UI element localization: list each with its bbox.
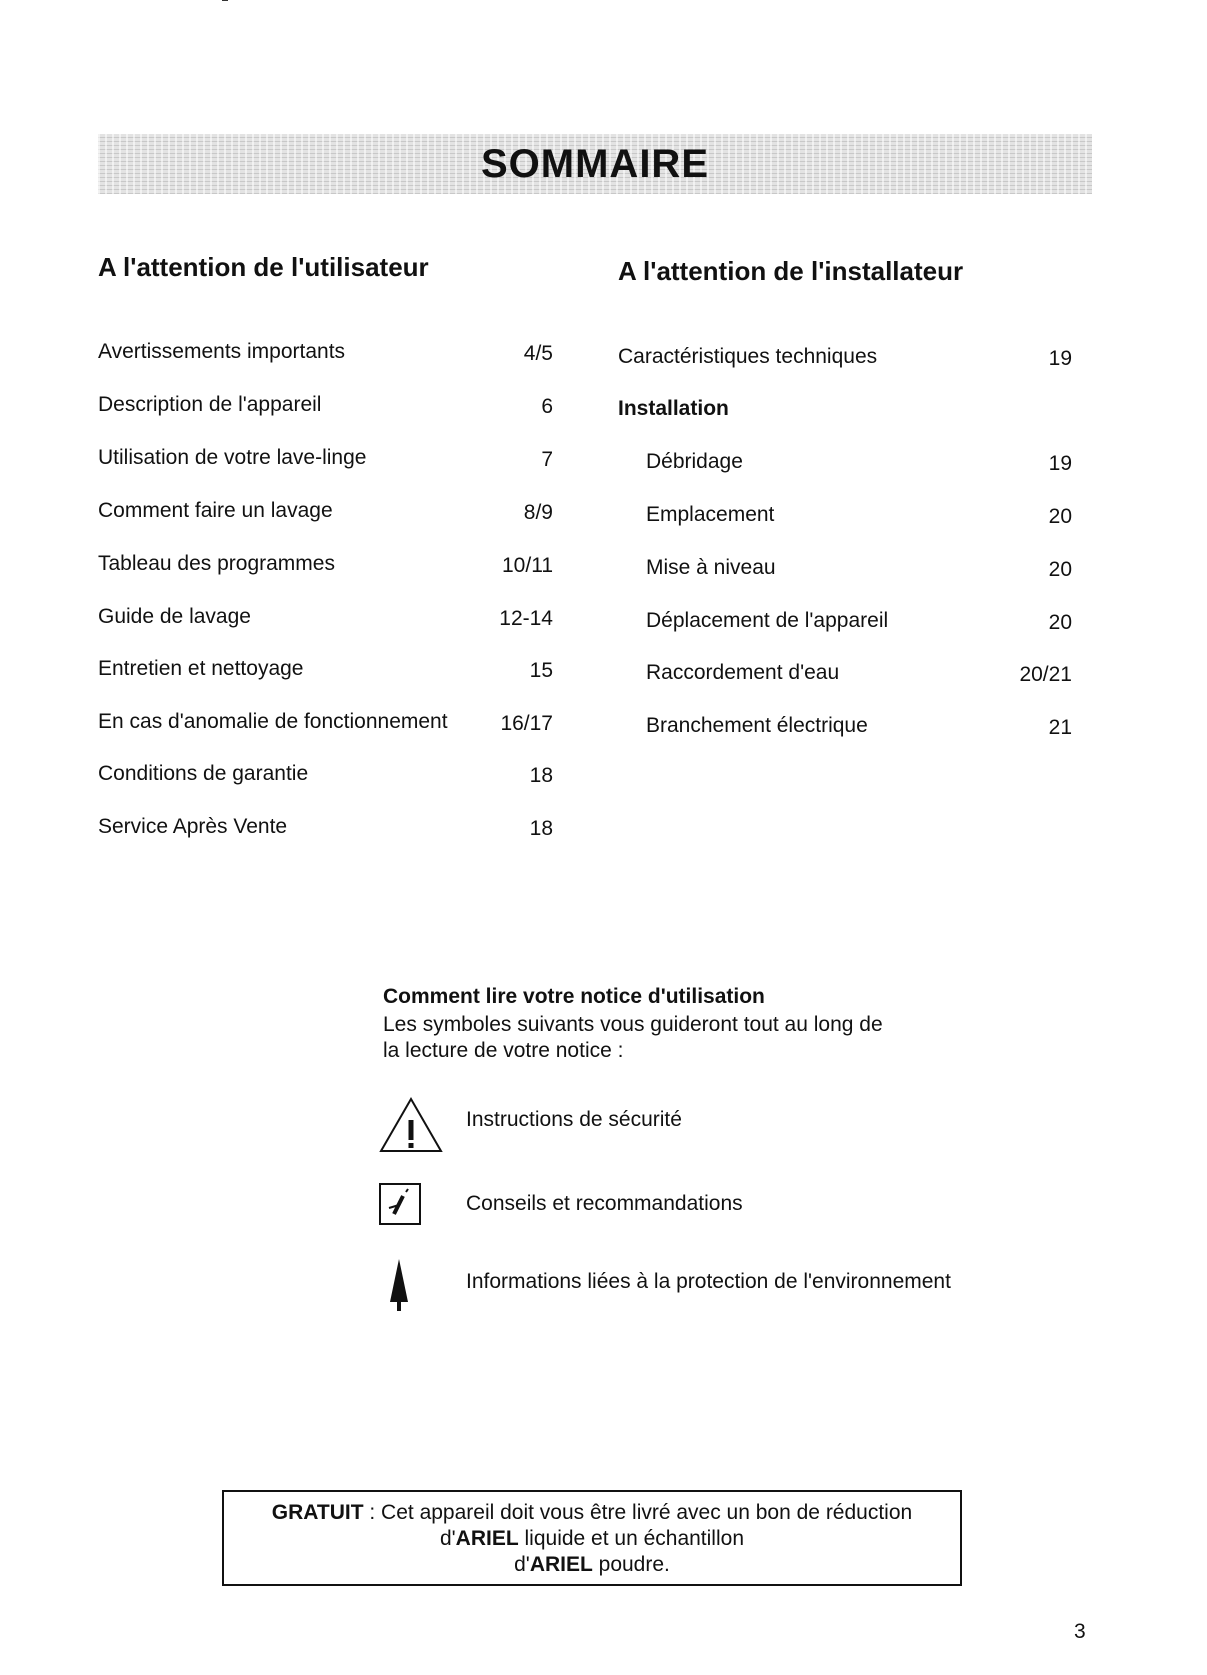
toc-entry-page: 6 [541, 395, 553, 418]
title-banner [98, 134, 1092, 194]
notice-line [224, 1552, 960, 1578]
toc-entry-label: Raccordement d'eau [646, 661, 840, 684]
toc-entry-page: 20 [1048, 558, 1072, 581]
page-title: SOMMAIRE [481, 142, 709, 186]
how-to-read-title: Comment lire votre notice d'utilisation [383, 985, 765, 1008]
free-sample-notice [222, 1490, 962, 1586]
how-to-read-line: la lecture de votre notice : [383, 1039, 624, 1062]
toc-entry-label: Utilisation de votre lave-linge [98, 446, 367, 469]
toc-entry-label: Déplacement de l'appareil [646, 609, 889, 632]
toc-entry-label: Tableau des programmes [98, 552, 335, 575]
notice-text: poudre. [592, 1553, 670, 1576]
toc-entry-page: 16/17 [500, 712, 553, 735]
how-to-read-text [383, 1012, 943, 1064]
toc-entry-label: Emplacement [646, 503, 775, 526]
toc-entry-page: 8/9 [523, 501, 553, 524]
notice-line [224, 1500, 960, 1526]
toc-entry-label: Comment faire un lavage [98, 499, 333, 522]
legend-label: Instructions de sécurité [466, 1108, 682, 1131]
notice-emphasis: GRATUIT [271, 1501, 364, 1524]
toc-entry-page: 12-14 [499, 607, 553, 630]
toc-entry-page: 18 [529, 764, 553, 787]
notice-text: d' [514, 1553, 530, 1576]
toc-entry-page: 20 [1048, 505, 1072, 528]
toc-entry-page: 21 [1048, 716, 1072, 739]
toc-entry-label: Conditions de garantie [98, 762, 309, 785]
notice-line [224, 1526, 960, 1552]
legend-label: Conseils et recommandations [466, 1192, 743, 1215]
toc-entry-page: 4/5 [523, 342, 553, 365]
toc-entry-page: 10/11 [502, 554, 553, 577]
notice-text: d' [439, 1527, 456, 1550]
user-section-heading: A l'attention de l'utilisateur [98, 252, 429, 282]
toc-entry-label: Mise à niveau [646, 556, 776, 579]
toc-entry-label: En cas d'anomalie de fonctionnement [98, 710, 448, 733]
toc-entry-page: 20/21 [1019, 663, 1072, 686]
toc-entry-label: Caractéristiques techniques [618, 345, 878, 368]
toc-entry-label: Débridage [646, 450, 743, 473]
toc-entry-label: Service Après Vente [98, 815, 288, 838]
legend-label: Informations liées à la protection de l'environnement [466, 1270, 951, 1293]
toc-entry-page: 7 [541, 448, 553, 471]
toc-entry-label: Avertissements importants [98, 340, 346, 363]
toc-entry-page: 18 [529, 817, 553, 840]
tree-icon [388, 1258, 410, 1317]
brand-name: ARIEL [455, 1527, 519, 1550]
brand-name: ARIEL [529, 1553, 593, 1576]
toc-entry-label: Branchement électrique [646, 714, 868, 737]
toc-entry-label: Guide de lavage [98, 605, 251, 628]
advice-pencil-icon [378, 1182, 422, 1231]
toc-entry-label: Entretien et nettoyage [98, 657, 304, 680]
how-to-read-line: Les symboles suivants vous guideront tout au long de [383, 1013, 883, 1036]
notice-text: liquide et un échantillon [518, 1527, 745, 1550]
notice-text: : Cet appareil doit vous être livré avec un bon de réduction [363, 1501, 913, 1524]
scan-mark [222, 0, 228, 1]
toc-subheading: Installation [618, 397, 729, 420]
toc-entry-page: 20 [1048, 611, 1072, 634]
toc-entry-page: 19 [1048, 452, 1072, 475]
installer-section-heading: A l'attention de l'installateur [618, 256, 964, 286]
toc-entry-page: 19 [1048, 347, 1072, 370]
page-number: 3 [1074, 1620, 1086, 1643]
warning-triangle-icon [378, 1096, 444, 1159]
toc-entry-page: 15 [529, 659, 553, 682]
toc-entry-label: Description de l'appareil [98, 393, 322, 416]
